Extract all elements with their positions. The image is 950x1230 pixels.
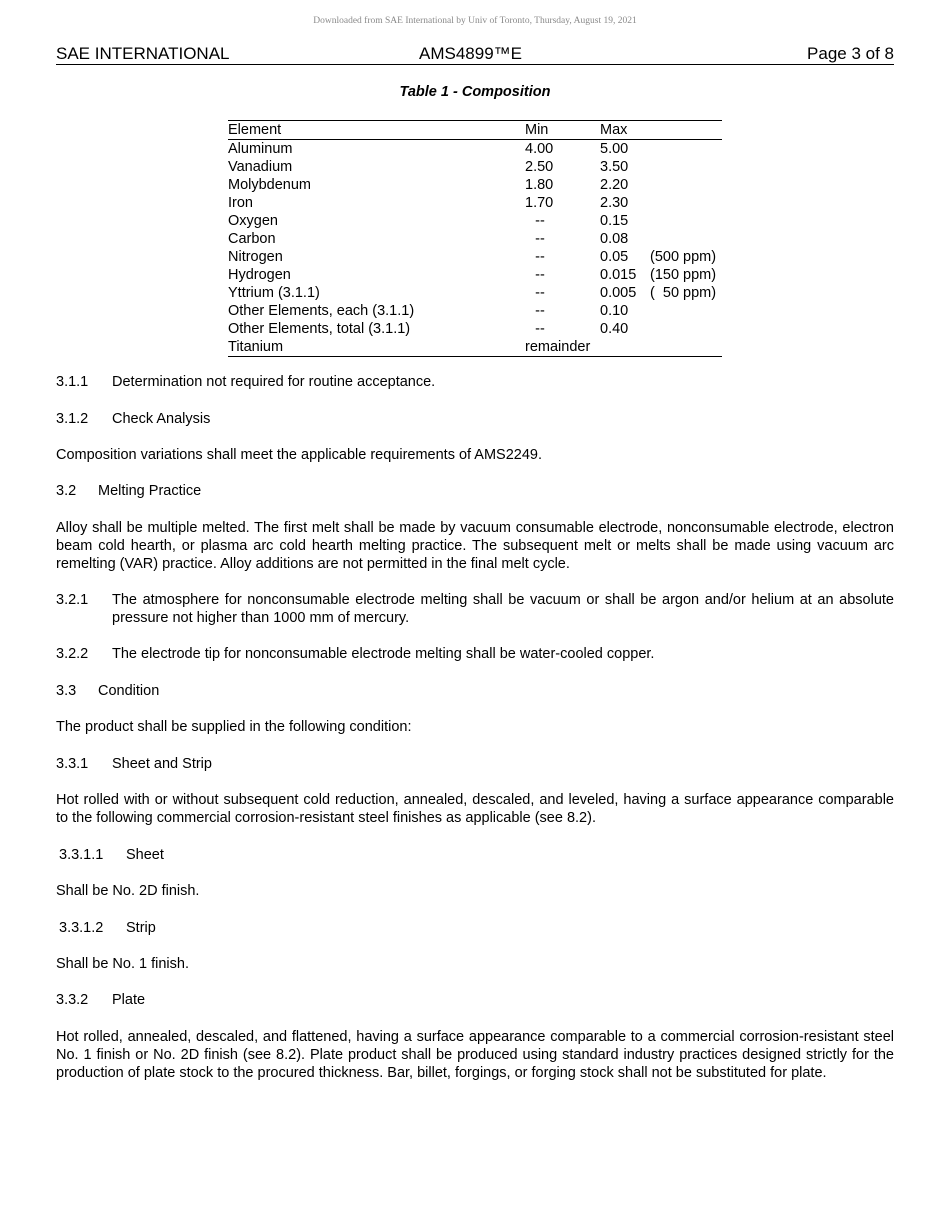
cell-ppm: (500 ppm)	[650, 249, 717, 265]
section-3-2	[56, 482, 201, 500]
section-number: 3.3.1.1	[59, 847, 104, 863]
section-3-3-1-2	[59, 919, 156, 937]
section-number: 3.3.2	[56, 992, 89, 1008]
cell-min: --	[535, 285, 545, 301]
section-title: Melting Practice	[98, 483, 202, 499]
cell-max: 5.00	[600, 141, 629, 157]
paragraph-condition: The product shall be supplied in the following condition:	[56, 719, 412, 735]
section-number: 3.2.1	[56, 592, 89, 608]
cell-max: 0.10	[600, 303, 629, 319]
section-3-3-1-1	[59, 846, 164, 864]
cell-max: 2.30	[600, 195, 629, 211]
section-title: Sheet	[126, 847, 164, 863]
cell-element: Titanium	[228, 339, 284, 355]
section-3-1-2	[56, 410, 210, 428]
table-header-row	[228, 121, 722, 140]
table-row	[228, 338, 722, 356]
section-title: Plate	[112, 992, 146, 1008]
section-3-2-1	[56, 591, 894, 627]
cell-element: Vanadium	[228, 159, 293, 175]
table-body	[228, 140, 722, 356]
page-header	[56, 44, 894, 65]
cell-min: --	[535, 249, 545, 265]
table-row	[228, 230, 722, 248]
cell-element: Carbon	[228, 231, 276, 247]
cell-element: Yttrium (3.1.1)	[228, 285, 320, 301]
section-3-3-1	[56, 755, 212, 773]
cell-min: 2.50	[525, 159, 554, 175]
section-title: Sheet and Strip	[112, 756, 212, 772]
cell-ppm: ( 50 ppm)	[650, 285, 717, 301]
cell-ppm: (150 ppm)	[650, 267, 717, 283]
section-3-3	[56, 682, 159, 700]
section-number: 3.3.1.2	[59, 920, 104, 936]
section-text: The electrode tip for nonconsumable electrode melting shall be water-cooled copper.	[112, 646, 655, 662]
composition-table	[228, 120, 722, 357]
paragraph-plate: Hot rolled, annealed, descaled, and flattened, having a surface appearance comparable to a commercial corrosion-resistant steel No. 1 finish or No. 2D finish (see 8.2). Plate product shall be produced using standard industry practices designed strictly for the production of plate stock to the procured thickness. Bar, billet, forgings, or forging stock shall not be substituted for plate.	[56, 1029, 894, 1081]
cell-min: --	[535, 303, 545, 319]
cell-element: Molybdenum	[228, 177, 312, 193]
cell-min: --	[535, 213, 545, 229]
cell-min: --	[535, 231, 545, 247]
cell-element: Other Elements, total (3.1.1)	[228, 321, 411, 337]
section-number: 3.3	[56, 683, 77, 699]
cell-element: Nitrogen	[228, 249, 283, 265]
cell-max: 2.20	[600, 177, 629, 193]
download-watermark: Downloaded from SAE International by Univ of Toronto, Thursday, August 19, 2021	[313, 16, 637, 26]
cell-min: --	[535, 267, 545, 283]
table-row	[228, 158, 722, 176]
cell-max: 0.15	[600, 213, 629, 229]
table-row	[228, 212, 722, 230]
column-header-element: Element	[228, 122, 282, 138]
table-row	[228, 284, 722, 302]
section-number: 3.2.2	[56, 646, 89, 662]
table-row	[228, 302, 722, 320]
section-3-1-1	[56, 373, 435, 391]
table-row	[228, 248, 722, 266]
section-number: 3.1.1	[56, 374, 89, 390]
table-row	[228, 266, 722, 284]
cell-min: --	[535, 321, 545, 337]
section-text: The atmosphere for nonconsumable electrode melting shall be vacuum or shall be argon and/or helium at an absolute pressure not higher than 1000 mm of mercury.	[112, 592, 894, 626]
section-number: 3.2	[56, 483, 77, 499]
table-title: Table 1 - Composition	[399, 84, 551, 100]
cell-min: remainder	[525, 339, 591, 355]
cell-element: Hydrogen	[228, 267, 291, 283]
cell-min: 4.00	[525, 141, 554, 157]
section-3-3-2	[56, 991, 145, 1009]
section-3-2-2	[56, 645, 894, 663]
cell-max: 0.40	[600, 321, 629, 337]
cell-max: 0.005	[600, 285, 637, 301]
paragraph-composition: Composition variations shall meet the applicable requirements of AMS2249.	[56, 447, 543, 463]
cell-max: 0.015	[600, 267, 637, 283]
cell-element: Aluminum	[228, 141, 293, 157]
section-number: 3.1.2	[56, 411, 89, 427]
section-title: Strip	[126, 920, 156, 936]
cell-min: 1.70	[525, 195, 554, 211]
cell-min: 1.80	[525, 177, 554, 193]
header-doc-id: AMS4899™E	[419, 44, 522, 63]
table-row	[228, 176, 722, 194]
section-text: Determination not required for routine acceptance.	[112, 374, 436, 390]
paragraph-melting: Alloy shall be multiple melted. The first melt shall be made by vacuum consumable electrode, nonconsumable electrode, electron beam cold hearth, or plasma arc cold hearth melting practice. The subsequent melt or melts shall be made using vacuum arc remelting (VAR) practice. Alloy additions are not permitted in the final melt cycle.	[56, 520, 894, 572]
paragraph-sheet-strip: Hot rolled with or without subsequent cold reduction, annealed, descaled, and leveled, having a surface appearance comparable to the following commercial corrosion-resistant steel finishes as applicable (see 8.2).	[56, 792, 894, 826]
header-page-number: Page 3 of 8	[807, 44, 894, 63]
cell-max: 3.50	[600, 159, 629, 175]
cell-element: Other Elements, each (3.1.1)	[228, 303, 415, 319]
cell-element: Iron	[228, 195, 253, 211]
paragraph-strip: Shall be No. 1 finish.	[56, 956, 189, 972]
table-row	[228, 140, 722, 158]
cell-max: 0.08	[600, 231, 629, 247]
table-row	[228, 320, 722, 338]
column-header-max: Max	[600, 122, 628, 138]
cell-max: 0.05	[600, 249, 629, 265]
section-title: Condition	[98, 683, 160, 699]
paragraph-sheet: Shall be No. 2D finish.	[56, 883, 200, 899]
cell-element: Oxygen	[228, 213, 278, 229]
header-org: SAE INTERNATIONAL	[56, 44, 230, 63]
column-header-min: Min	[525, 122, 549, 138]
section-title: Check Analysis	[112, 411, 211, 427]
section-number: 3.3.1	[56, 756, 89, 772]
table-row	[228, 194, 722, 212]
